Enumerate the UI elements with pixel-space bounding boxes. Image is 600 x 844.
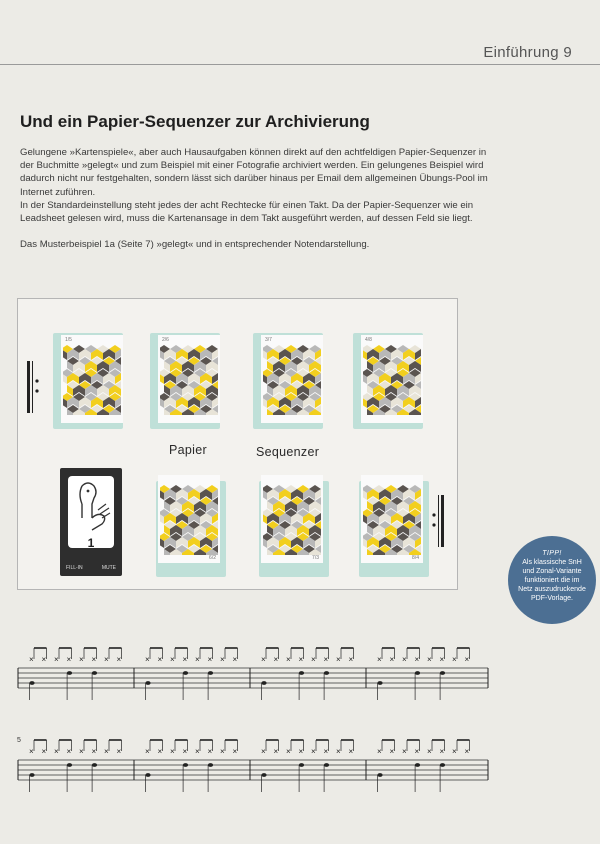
drum-note	[261, 681, 266, 685]
hihat-note: ×	[336, 747, 341, 756]
body-text	[20, 146, 488, 251]
drum-note	[208, 763, 213, 767]
repeat-end-sign	[430, 495, 446, 547]
hihat-note: ×	[286, 747, 291, 756]
hihat-note: ×	[116, 747, 122, 756]
pattern-card: 4/8	[361, 335, 423, 423]
pattern-card: 6/2	[158, 475, 220, 563]
drum-note	[324, 671, 329, 675]
hihat-note: ×	[220, 747, 225, 756]
drum-note	[261, 773, 266, 777]
fill-in-card: 1 FILL-IN MUTE	[60, 468, 122, 576]
hihat-note: ×	[195, 747, 200, 756]
drum-note	[377, 773, 382, 777]
hihat-note: ×	[377, 747, 382, 756]
hihat-note: ×	[29, 655, 34, 664]
hihat-note: ×	[439, 655, 445, 664]
drum-note	[92, 763, 97, 767]
hihat-note: ×	[389, 747, 395, 756]
hihat-note: ×	[311, 747, 316, 756]
hihat-note: ×	[91, 747, 97, 756]
pattern-card: 3/7	[261, 335, 323, 423]
hihat-note: ×	[348, 655, 354, 664]
hihat-note: ×	[452, 655, 457, 664]
hihat-note: ×	[207, 747, 213, 756]
hihat-note: ×	[116, 655, 122, 664]
tip-badge: TIPP! Als klassische SnH und Zonal-Variante funktioniert die im Netz auszudruckende PDF-Vorlage.	[508, 536, 596, 624]
hihat-note: ×	[298, 655, 304, 664]
paragraph: In der Standardeinstellung steht jedes der acht Rechtecke für einen Takt. Da der Papier-Sequenzer wie ein Leadsheet gelesen wird, muss die Kartenansage in dem Takt ausgeführt werden, auf dessen Feld sie liegt.	[20, 199, 474, 225]
hihat-note: ×	[402, 747, 407, 756]
hihat-note: ×	[66, 655, 72, 664]
sequencer-word-sequenzer: Sequenzer	[256, 445, 320, 459]
hihat-note: ×	[91, 655, 97, 664]
drum-note	[299, 763, 304, 767]
drum-note	[440, 671, 445, 675]
sequencer-word-papier: Papier	[169, 443, 207, 457]
hihat-note: ×	[427, 655, 432, 664]
drum-score-system-1	[14, 640, 492, 720]
hihat-note: ×	[79, 655, 84, 664]
hihat-note: ×	[336, 655, 341, 664]
hihat-note: ×	[41, 655, 47, 664]
drum-note	[415, 763, 420, 767]
drum-note	[29, 681, 34, 685]
drum-note	[67, 763, 72, 767]
hand-icon	[68, 478, 114, 534]
hihat-note: ×	[311, 655, 316, 664]
hihat-note: ×	[145, 655, 150, 664]
hihat-note: ×	[41, 747, 47, 756]
pattern-card: 7/3	[261, 475, 323, 563]
pattern-card: 8/4	[361, 475, 423, 563]
hihat-note: ×	[29, 747, 34, 756]
paragraph: Gelungene »Kartenspiele«, aber auch Hausaufgaben können direkt auf den achtfeldigen Papier-Sequenzer in der Buchmitte »gelegt« und zum Beispiel mit einer Fotografie archiviert werden. Ein gelungenes Beispiel wird dadurch nicht nur festgehalten, sondern lässt sich darüber hinaus per Email dem allgemeinen Übungs-Pool im Internet zuführen.	[20, 147, 488, 198]
hihat-note: ×	[232, 655, 238, 664]
drum-note	[145, 773, 150, 777]
sequencer-figure	[17, 298, 458, 590]
hihat-note: ×	[298, 747, 304, 756]
hihat-note: ×	[323, 747, 329, 756]
drum-note	[67, 671, 72, 675]
hihat-note: ×	[273, 747, 279, 756]
drum-note	[183, 671, 188, 675]
drum-note	[183, 763, 188, 767]
hihat-note: ×	[439, 747, 445, 756]
measure-number: 5	[17, 737, 21, 744]
drum-note	[377, 681, 382, 685]
hihat-note: ×	[261, 655, 266, 664]
drum-note	[415, 671, 420, 675]
page-header: Einführung 9	[483, 44, 572, 61]
hihat-note: ×	[54, 747, 59, 756]
hihat-note: ×	[452, 747, 457, 756]
hihat-note: ×	[195, 655, 200, 664]
hihat-note: ×	[427, 747, 432, 756]
hihat-note: ×	[232, 747, 238, 756]
hihat-note: ×	[348, 747, 354, 756]
drum-note	[324, 763, 329, 767]
paragraph: Das Musterbeispiel 1a (Seite 7) »gelegt« und in entsprechender Notendarstellung.	[20, 239, 370, 251]
pattern-card: 2/6	[158, 335, 220, 423]
hihat-note: ×	[377, 655, 382, 664]
header-rule	[0, 64, 600, 65]
hihat-note: ×	[157, 655, 163, 664]
hihat-note: ×	[182, 747, 188, 756]
hihat-note: ×	[145, 747, 150, 756]
hihat-note: ×	[54, 655, 59, 664]
hihat-note: ×	[323, 655, 329, 664]
hihat-note: ×	[182, 655, 188, 664]
drum-note	[299, 671, 304, 675]
hihat-note: ×	[207, 655, 213, 664]
drum-note	[440, 763, 445, 767]
hihat-note: ×	[170, 655, 175, 664]
hihat-note: ×	[414, 655, 420, 664]
hihat-note: ×	[104, 747, 109, 756]
drum-note	[208, 671, 213, 675]
hihat-note: ×	[464, 655, 470, 664]
hihat-note: ×	[261, 747, 266, 756]
hihat-note: ×	[170, 747, 175, 756]
drum-score-system-2	[14, 732, 492, 812]
hihat-note: ×	[220, 655, 225, 664]
page-title: Und ein Papier-Sequenzer zur Archivierung	[20, 112, 370, 131]
hihat-note: ×	[389, 655, 395, 664]
hihat-note: ×	[66, 747, 72, 756]
pattern-card: 1/5	[61, 335, 123, 423]
hihat-note: ×	[273, 655, 279, 664]
drum-note	[92, 671, 97, 675]
drum-note	[145, 681, 150, 685]
hihat-note: ×	[104, 655, 109, 664]
hihat-note: ×	[402, 655, 407, 664]
hihat-note: ×	[414, 747, 420, 756]
hihat-note: ×	[286, 655, 291, 664]
repeat-start-sign	[26, 361, 40, 413]
hihat-note: ×	[79, 747, 84, 756]
hihat-note: ×	[464, 747, 470, 756]
drum-note	[29, 773, 34, 777]
hihat-note: ×	[157, 747, 163, 756]
